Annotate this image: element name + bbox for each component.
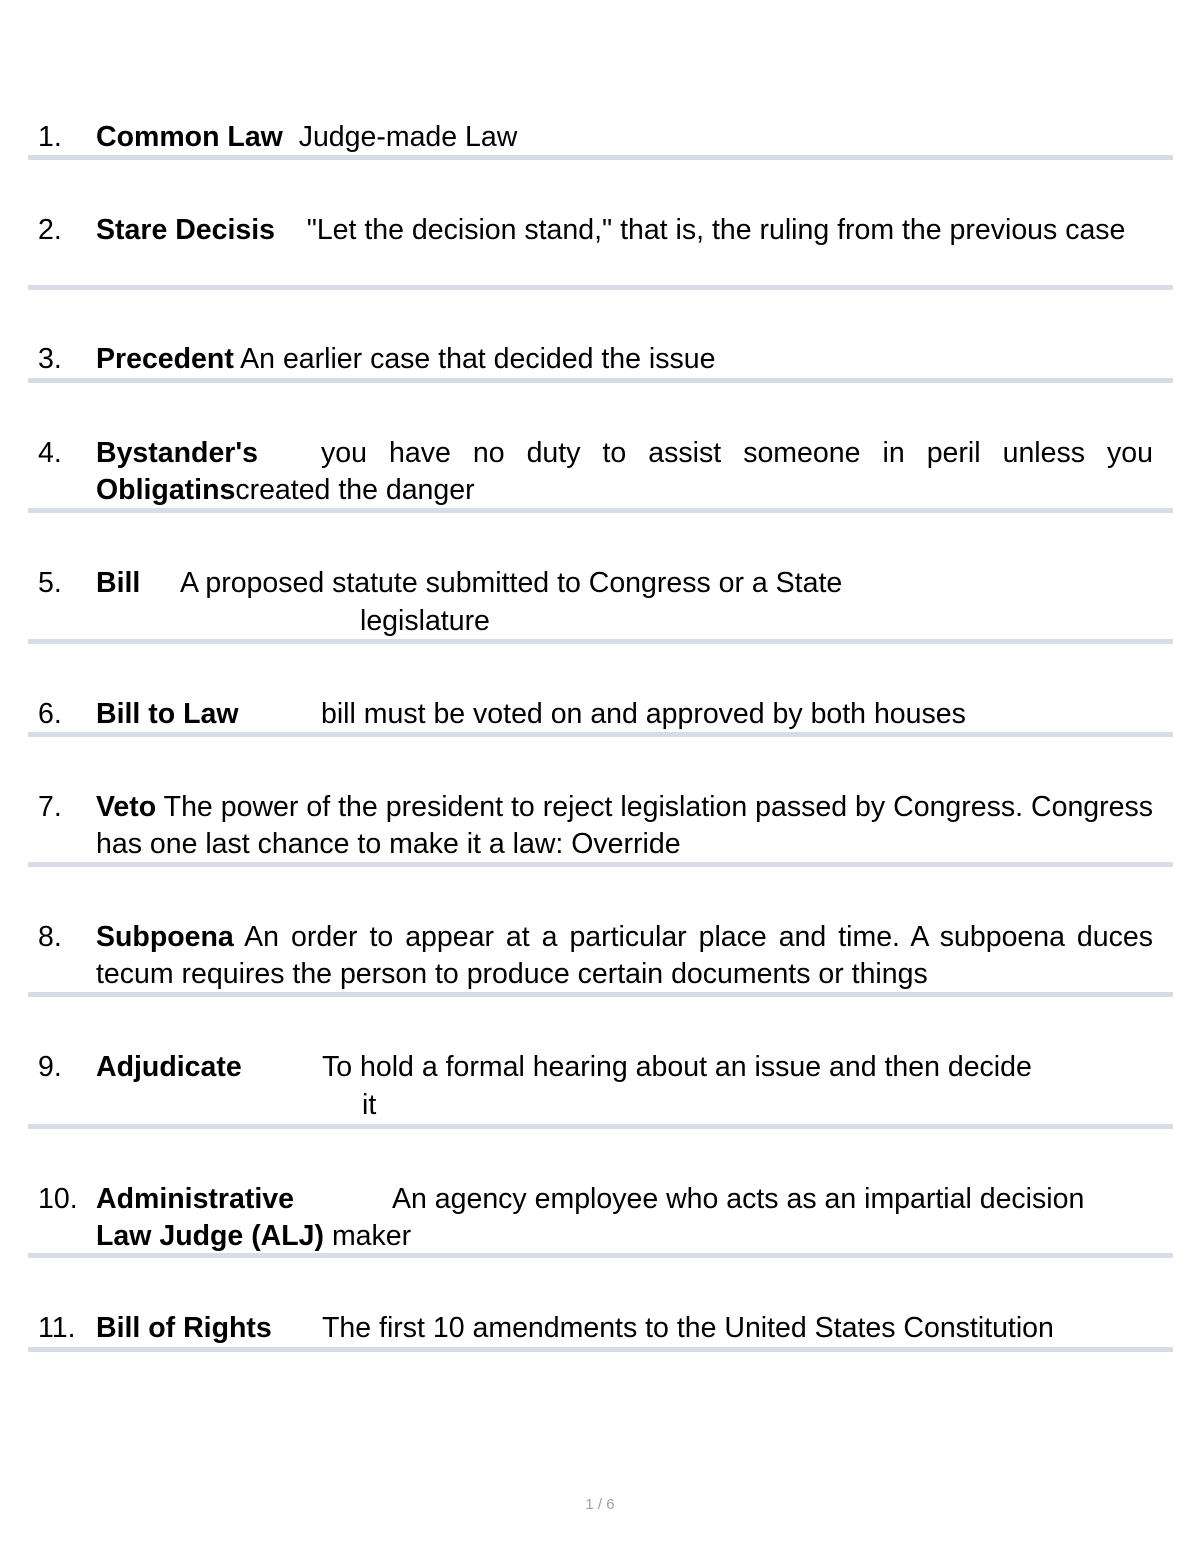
term-name: Bill of Rights	[96, 1312, 272, 1344]
term-name: Bill	[96, 567, 141, 599]
divider	[28, 285, 1173, 290]
term-definition: To hold a formal hearing about an issue and then decide	[322, 1051, 1032, 1083]
term-definition: An agency employee who acts as an impartial decision	[392, 1183, 1085, 1215]
term-definition: created the danger	[235, 474, 475, 506]
divider	[28, 155, 1173, 160]
term-name: Bill to Law	[96, 698, 239, 730]
term-name: Subpoena	[96, 921, 234, 953]
item-number: 10.	[38, 1183, 78, 1215]
divider	[28, 1253, 1173, 1258]
term-definition: The first 10 amendments to the United States Constitution	[322, 1312, 1054, 1344]
item-number: 7.	[38, 791, 62, 823]
divider	[28, 639, 1173, 644]
term-definition: legislature	[360, 605, 490, 637]
term-name: Stare Decisis	[96, 214, 276, 246]
item-number: 8.	[38, 921, 62, 953]
term-name: Administrative	[96, 1183, 294, 1215]
term-name: Veto	[96, 791, 157, 823]
divider	[28, 1124, 1173, 1129]
divider	[28, 1347, 1173, 1352]
item-number: 1.	[38, 121, 62, 153]
term-definition: you have no duty to assist someone in peril unless you	[321, 437, 1153, 469]
term-definition: The power of the president to reject legislation passed by Congress. Congress has one last chance to make it a law: Override	[96, 791, 1153, 860]
term-definition: An earlier case that decided the issue	[240, 343, 716, 375]
term-name: Precedent	[96, 343, 234, 375]
divider	[28, 508, 1173, 513]
term-name: Adjudicate	[96, 1051, 242, 1083]
term-name: Law Judge (ALJ)	[96, 1220, 325, 1252]
page-number: 1 / 6	[585, 1496, 615, 1513]
item-number: 11.	[38, 1312, 76, 1344]
divider	[28, 378, 1173, 383]
item-number: 9.	[38, 1051, 62, 1083]
item-number: 6.	[38, 698, 62, 730]
term-definition: An order to appear at a particular place and time. A subpoena duces tecum requires the person to produce certain documents or things	[96, 921, 1153, 990]
term-definition: "Let the decision stand," that is, the ruling from the previous case	[306, 214, 1126, 246]
divider	[28, 862, 1173, 867]
item-number: 2.	[38, 214, 62, 246]
term-definition: it	[362, 1089, 377, 1121]
term-name: Obligatins	[96, 474, 236, 506]
divider	[28, 732, 1173, 737]
divider	[28, 992, 1173, 997]
item-number: 3.	[38, 343, 62, 375]
item-number: 4.	[38, 437, 62, 469]
term-definition: A proposed statute submitted to Congress or a State	[180, 567, 843, 599]
term-definition: bill must be voted on and approved by both houses	[321, 698, 966, 730]
term-name: Bystander's	[96, 437, 259, 469]
term-definition: maker	[331, 1220, 412, 1252]
item-number: 5.	[38, 567, 62, 599]
term-name: Common Law	[96, 121, 283, 153]
term-definition: Judge-made Law	[298, 121, 518, 153]
